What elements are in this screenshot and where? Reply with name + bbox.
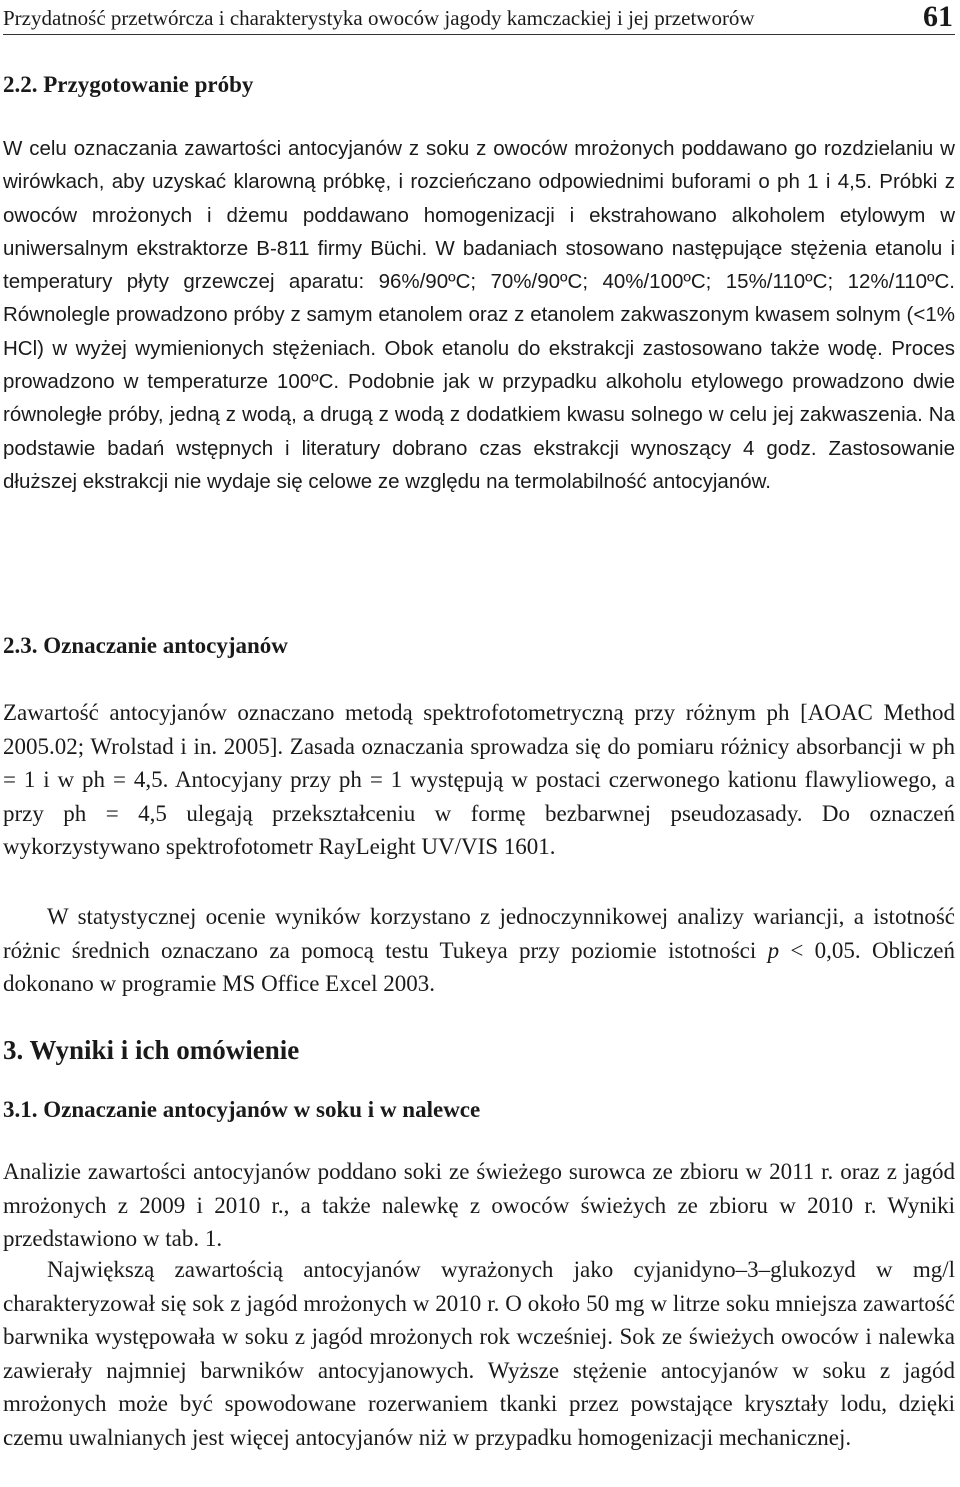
running-title: Przydatność przetwórcza i charakterystyka owoców jagody kamczackiej i jej przetworów (3, 6, 755, 30)
section-heading-2-3: 2.3. Oznaczanie antocyjanów (3, 633, 288, 658)
paragraph-results: Największą zawartością antocyjanów wyrażonych jako cyjanidyno–3–glukozyd w mg/l charakteryzował się sok z jagód mrożonych w 2010 r. O około 50 mg w litrze soku mniejsza zawartość barwnika występowała w soku z jagód mrożonych rok wcześniej. Sok ze świeżych owoców i nalewka zawierały najmniej barwników antocyjanowych. Wyższe stężenie antocyjanów w soku z jagód mrożonych może być spowodowane rozerwaniem tkanki przez powstające kryształy lodu, dzięki czemu uwalnianych jest więcej antocyjanów niż w przypadku homogenizacji mechanicznej. (3, 1257, 955, 1450)
paragraph-sample-preparation: W celu oznaczania zawartości antocyjanów z soku z owoców mrożonych poddawano go rozdzielaniu w wirówkach, aby uzyskać klarowną próbkę, i rozcieńczano odpowiednimi buforami o ph 1 i 4,5. Próbki z owoców mrożonych i dżemu poddawano homogenizacji i ekstrahowano alkoholem etylowym w uniwersalnym ekstraktorze B-811 firmy Büchi. W badaniach stosowano następujące stężenia etanolu i temperatury płyty grzewczej aparatu: 96%/90ºC; 70%/90ºC; 40%/100ºC; 15%/110ºC; 12%/110ºC. Równolegle prowadzono próby z samym etanolem oraz z etanolem zakwaszonym kwasem solnym (<1% HCl) w wyżej wymienionych stężeniach. Obok etanolu do ekstrakcji zastosowano także wodę. Proces prowadzono w temperaturze 100ºC. Podobnie jak w przypadku alkoholu etylowego prowadzono dwie równoległe próby, jedną z wodą, a drugą z wodą z dodatkiem kwasu solnego w celu jej zakwaszenia. Na podstawie badań wstępnych i literatury dobrano czas ekstrakcji wynoszący 4 godz. Zastosowanie dłuższej ekstrakcji nie wydaje się celowe ze względu na termolabilność antocyjanów. (3, 137, 955, 493)
section-heading-3: 3. Wyniki i ich omówienie (3, 1035, 300, 1065)
section-heading-2-2: 2.2. Przygotowanie próby (3, 72, 254, 97)
statistics-p-symbol: p (767, 937, 780, 963)
page-number: 61 (923, 0, 953, 33)
paragraph-statistics (3, 900, 955, 1001)
statistics-text-start: W statystycznej ocenie wyników korzystano z jednoczynnikowej analizy wariancji, a istotność różnic średnich oznaczano za pomocą testu Tukeya przy poziomie istotności (3, 904, 955, 963)
running-header (3, 0, 955, 35)
section-heading-3-1: 3.1. Oznaczanie antocyjanów w soku i w nalewce (3, 1097, 481, 1122)
statistics-text-end: < 0,05. Obliczeń dokonano w programie MS Office Excel 2003. (3, 937, 955, 997)
paragraph-anthocyanin-method: Zawartość antocyjanów oznaczano metodą spektrofotometryczną przy różnym ph [AOAC Method 2005.02; Wrolstad i in. 2005]. Zasada oznaczania sprowadza się do pomiaru różnicy absorbancji w ph = 1 i w ph = 4,5. Antocyjany przy ph = 1 występują w postaci czerwonego kationu flawyliowego, a przy ph = 4,5 ulegają przekształceniu w formę bezbarwnej pseudozasady. Do oznaczeń wykorzystywano spektrofotometr RayLeight UV/VIS 1601. (3, 700, 955, 860)
paragraph-juice-analysis: Analizie zawartości antocyjanów poddano soki ze świeżego surowca ze zbioru w 2011 r. oraz z jagód mrożonych z 2009 i 2010 r., a także nalewkę z owoców świeżych ze zbioru w 2010 r. Wyniki przedstawiono w tab. 1. (3, 1159, 955, 1252)
